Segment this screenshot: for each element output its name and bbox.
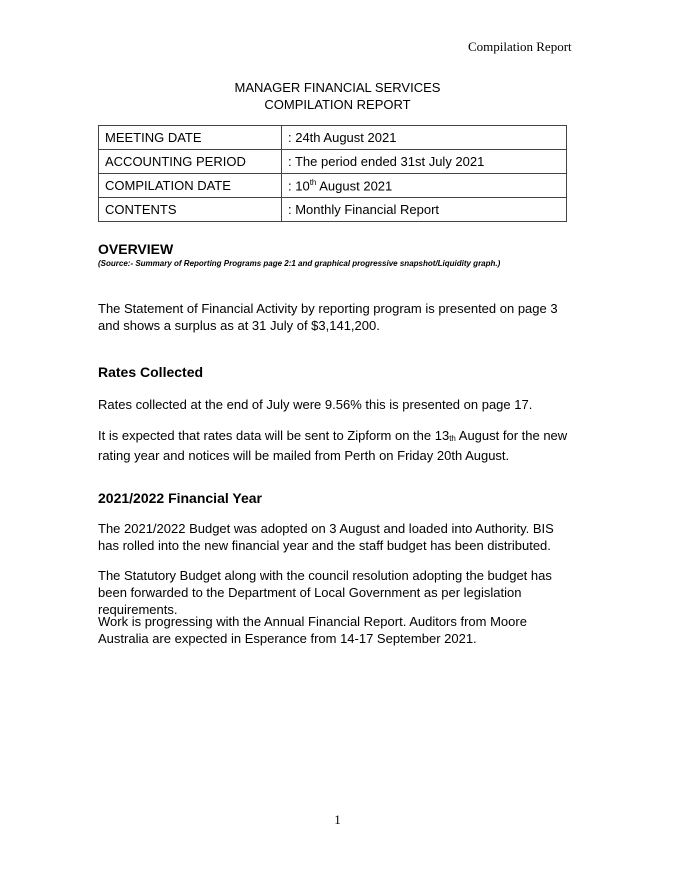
table-cell-value: : The period ended 31st July 2021 — [282, 150, 567, 174]
table-row — [99, 150, 567, 174]
table-cell-label: MEETING DATE — [99, 126, 282, 150]
financial-year-paragraph-3: Work is progressing with the Annual Financial Report. Auditors from Moore Australia are expected in Esperance from 14-17 September 2021. — [98, 614, 527, 646]
table-cell-label: ACCOUNTING PERIOD — [99, 150, 282, 174]
table-cell-label: COMPILATION DATE — [99, 174, 282, 198]
table-row — [99, 174, 567, 198]
running-header: Compilation Report — [468, 39, 572, 54]
rates-paragraph-2 — [98, 427, 578, 464]
table-cell-value — [282, 174, 567, 198]
page-number: 1 — [334, 812, 341, 827]
overview-heading: OVERVIEW — [98, 241, 174, 257]
table-cell-label: CONTENTS — [99, 198, 282, 222]
title-line-1: MANAGER FINANCIAL SERVICES — [234, 80, 441, 95]
rates-paragraph-1: Rates collected at the end of July were 9.56% this is presented on page 17. — [98, 397, 533, 412]
financial-year-heading: 2021/2022 Financial Year — [98, 490, 262, 506]
rates-heading: Rates Collected — [98, 364, 204, 380]
paragraph-text: August for the new rating year and notices will be mailed from Perth on Friday 20th August. — [98, 428, 568, 463]
title-line-2: COMPILATION REPORT — [264, 97, 411, 112]
paragraph-subscript: th — [449, 434, 456, 443]
overview-paragraph: The Statement of Financial Activity by reporting program is presented on page 3 and shows a surplus as at 31 July of $3,141,200. — [98, 301, 558, 333]
financial-year-paragraph-1: The 2021/2022 Budget was adopted on 3 August and loaded into Authority. BIS has rolled into the new financial year and the staff budget has been distributed. — [98, 521, 554, 553]
table-cell-value: : Monthly Financial Report — [282, 198, 567, 222]
table-row — [99, 198, 567, 222]
overview-source-note: (Source:- Summary of Reporting Programs page 2:1 and graphical progressive snapshot/Liquidity graph.) — [98, 259, 501, 268]
value-text: August 2021 — [316, 178, 393, 194]
table-row — [99, 126, 567, 150]
financial-year-paragraph-2: The Statutory Budget along with the council resolution adopting the budget has been forwarded to the Department of Local Government as per legislation requirements. — [98, 568, 552, 617]
value-text: : 10 — [288, 178, 310, 194]
paragraph-text: It is expected that rates data will be sent to Zipform on the 13 — [98, 428, 450, 443]
document-title — [0, 79, 675, 113]
table-cell-value: : 24th August 2021 — [282, 126, 567, 150]
value-superscript: th — [309, 177, 317, 187]
info-table — [98, 125, 567, 222]
